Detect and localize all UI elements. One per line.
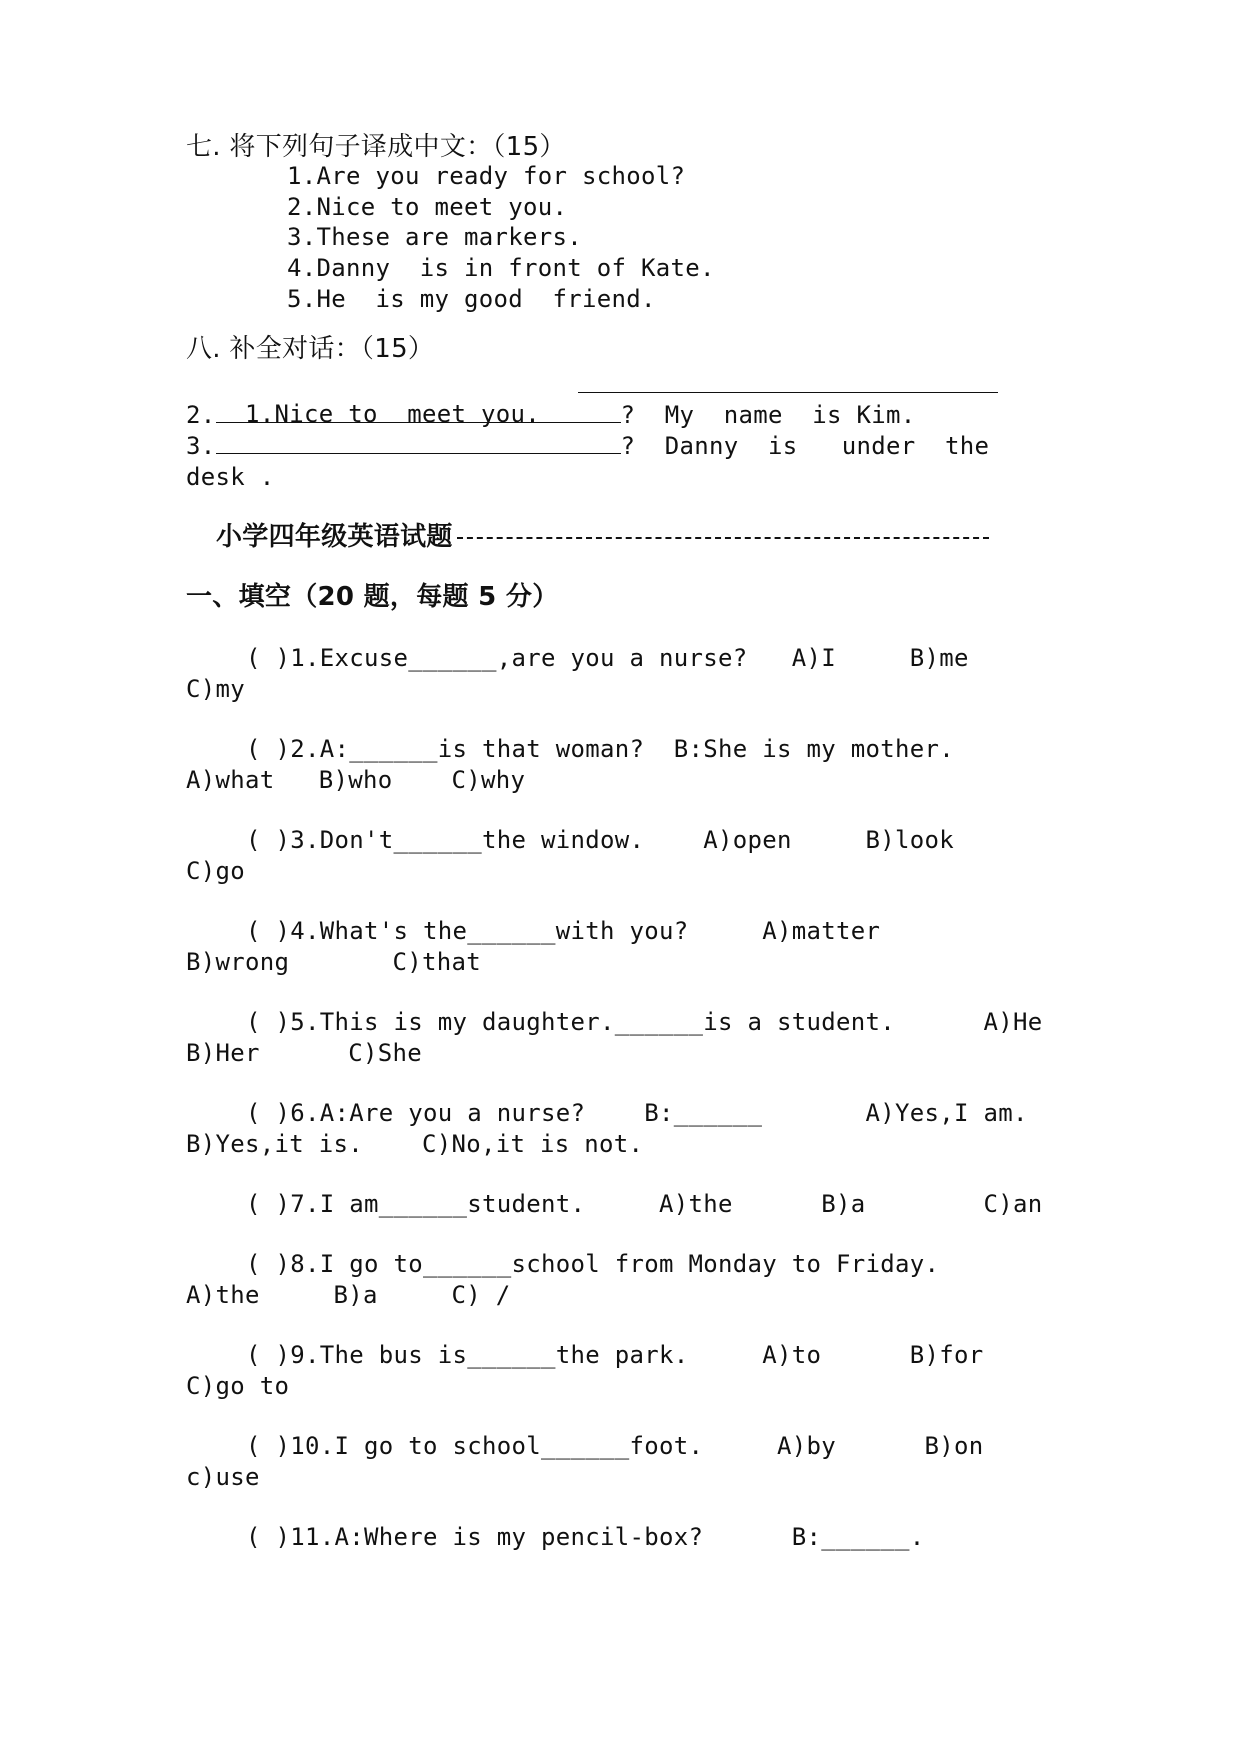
question-options: B)Yes,it is. C)No,it is not.	[186, 1130, 644, 1158]
question-options: A)what B)who C)why	[186, 766, 526, 794]
dialog-line-3-prefix: 3.	[186, 432, 216, 460]
test-title	[216, 522, 989, 552]
dialog-line-3-cont: desk .	[186, 463, 275, 491]
answer-blank[interactable]	[216, 433, 621, 454]
question-line: ( )4.What's the______with you? A)matter	[246, 917, 881, 945]
dialog-line-2-prefix: 2.	[186, 401, 216, 429]
question-line: ( )5.This is my daughter.______is a student. A)He	[246, 1008, 1043, 1036]
question-options: C)go to	[186, 1372, 290, 1400]
question-line: ( )9.The bus is______the park. A)to B)for	[246, 1341, 984, 1369]
question-line: ( )10.I go to school______foot. A)by B)on	[246, 1432, 984, 1460]
question-options: B)Her C)She	[186, 1039, 422, 1067]
answer-blank[interactable]	[216, 402, 621, 423]
section7-item: 5.He is my good friend.	[287, 285, 656, 313]
question-line: ( )6.A:Are you a nurse? B:______ A)Yes,I am.	[246, 1099, 1028, 1127]
test-title-text: 小学四年级英语试题	[216, 522, 453, 552]
question-options: C)go	[186, 857, 245, 885]
section7-heading: 七. 将下列句子译成中文：（15）	[186, 132, 566, 162]
question-line: ( )11.A:Where is my pencil-box? B:______.	[246, 1523, 925, 1551]
question-options: B)wrong C)that	[186, 948, 481, 976]
question-line: ( )2.A:______is that woman? B:She is my mother.	[246, 735, 954, 763]
section7-item: 3.These are markers.	[287, 223, 582, 251]
part1-heading: 一、填空（20 题，每题 5 分）	[186, 582, 559, 612]
dialog-line-3-text: ? Danny is under the	[620, 432, 990, 460]
dialog-line-2	[186, 400, 915, 430]
section7-item: 1.Are you ready for school?	[287, 162, 686, 190]
question-options: c)use	[186, 1463, 260, 1491]
section8-heading: 八. 补全对话：（15）	[186, 334, 435, 364]
answer-blank[interactable]	[578, 372, 998, 393]
question-line: ( )7.I am______student. A)the B)a C)an	[246, 1190, 1043, 1218]
question-line: ( )8.I go to______school from Monday to Friday.	[246, 1250, 940, 1278]
question-line: ( )3.Don't______the window. A)open B)look	[246, 826, 954, 854]
dialog-line-3	[186, 431, 989, 461]
question-options: C)my	[186, 675, 245, 703]
dialog-line-2-text: ? My name is Kim.	[620, 401, 916, 429]
section7-item: 2.Nice to meet you.	[287, 193, 568, 221]
section7-item: 4.Danny is in front of Kate.	[287, 254, 715, 282]
title-dash-line	[457, 537, 989, 539]
question-line: ( )1.Excuse______,are you a nurse? A)I B)me	[246, 644, 969, 672]
dialog-line-1-text: 1.Nice to meet you.	[245, 400, 540, 428]
question-options: A)the B)a C) /	[186, 1281, 511, 1309]
